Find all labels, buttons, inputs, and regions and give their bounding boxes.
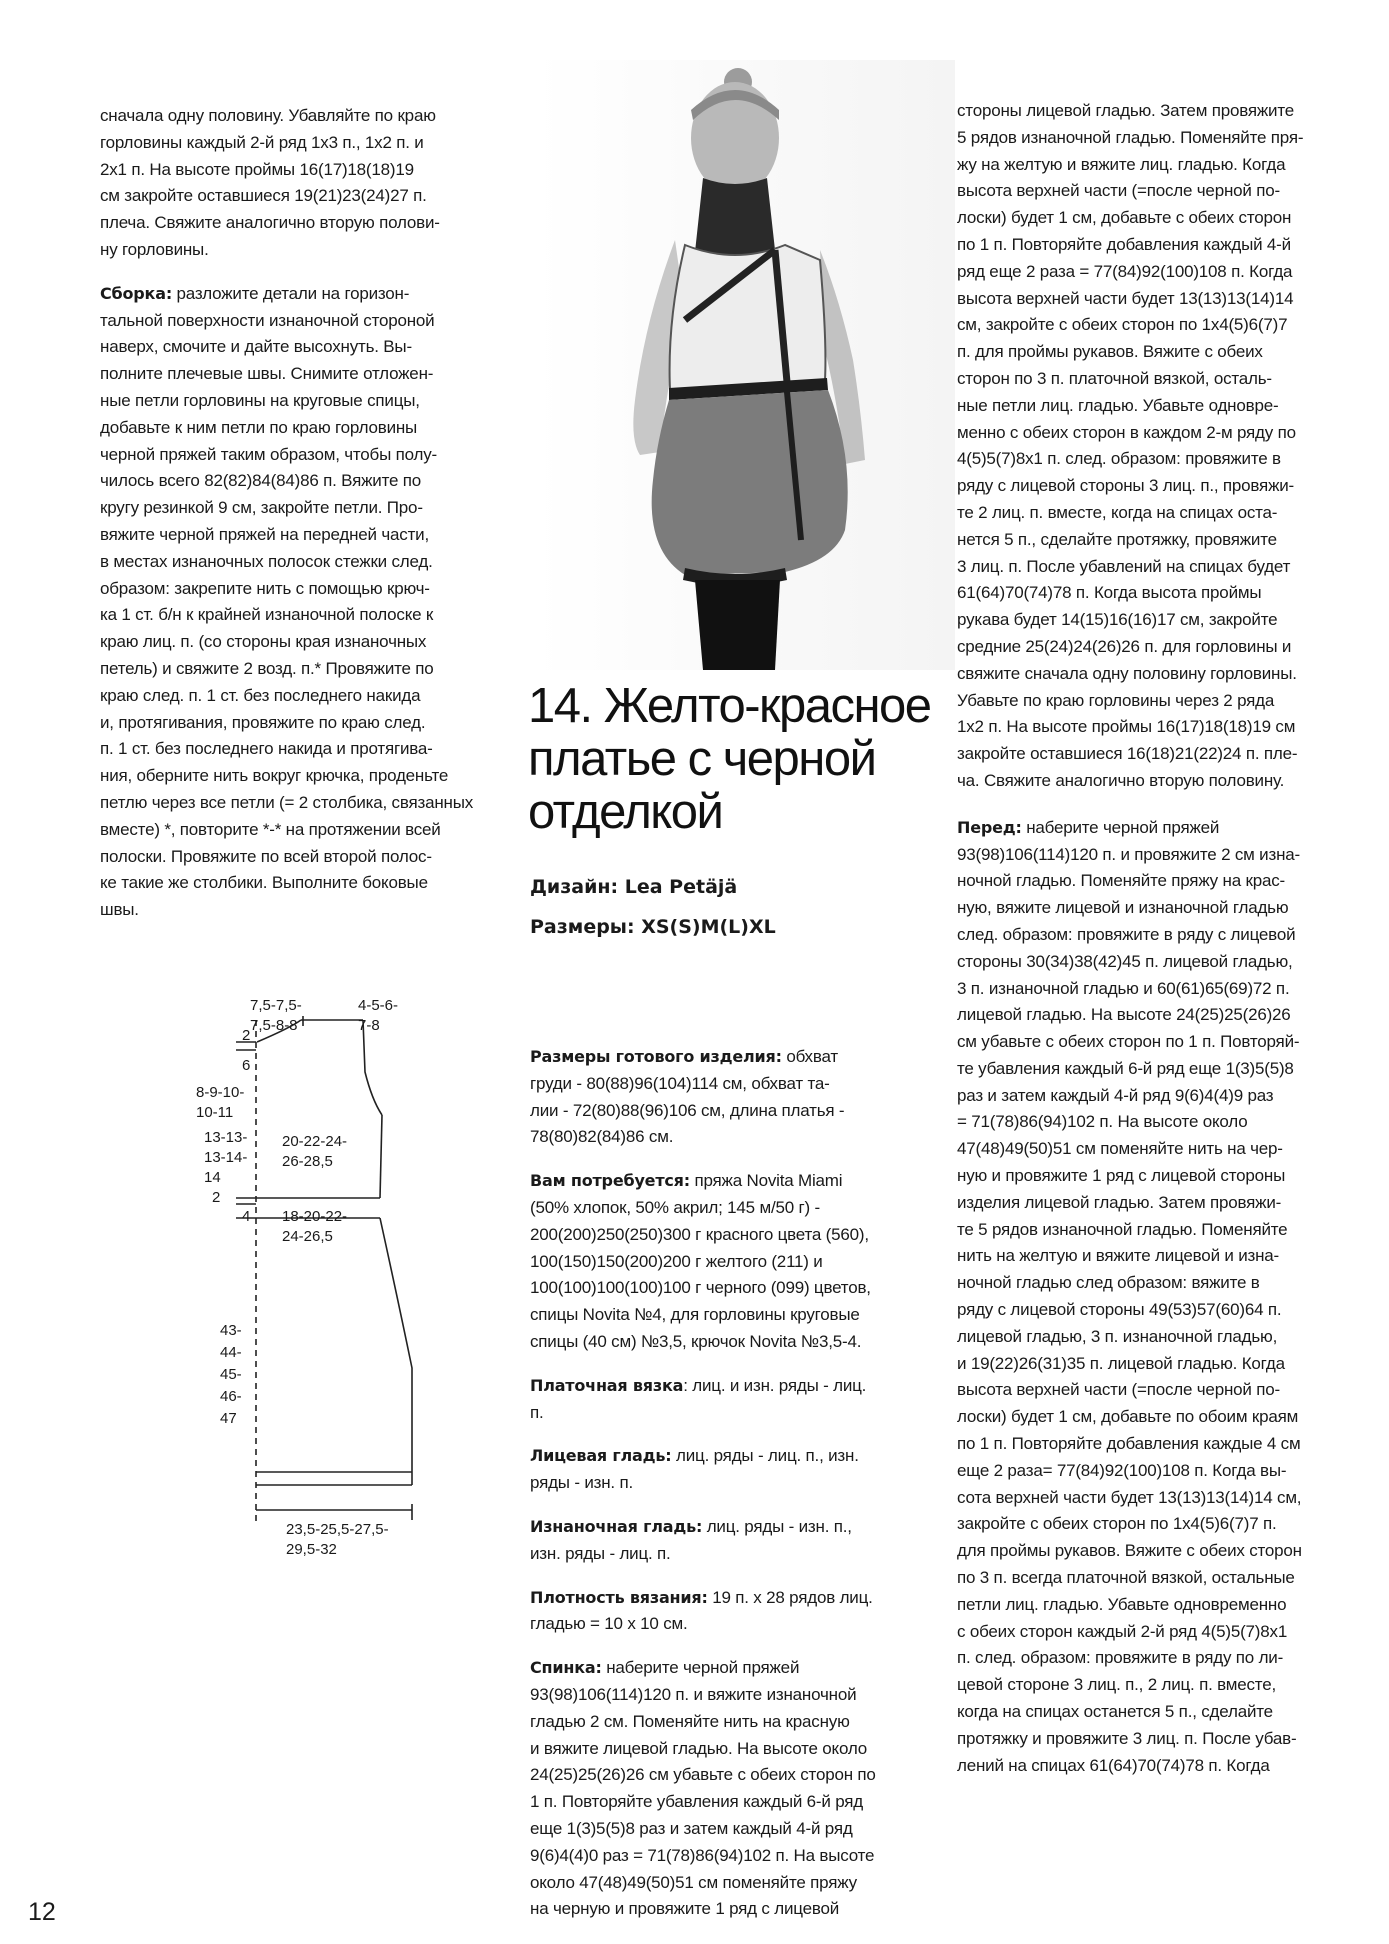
- label-neck-width: 7,5-7,5- 7,5-8-8: [250, 997, 302, 1034]
- label-band-bottom: 4: [242, 1208, 251, 1225]
- schematic-drawing: [190, 980, 460, 1550]
- assembly-heading: Сборка:: [100, 283, 173, 303]
- label-shoulder-width: 4-5-6- 7-8: [358, 997, 399, 1034]
- label-band-top: 2: [212, 1189, 221, 1206]
- label-armhole-height: 13-13- 13-14- 14: [204, 1129, 248, 1186]
- label-hem-width: 23,5-25,5-27,5- 29,5-32: [286, 1521, 389, 1558]
- page-number: 12: [28, 1898, 56, 1926]
- paragraph-finished-size: Размеры готового изделия: обхват груди - 80(88)96(104)114 см, обхват та- лии - 72(80)88(96)106 см, длина платья - 78(80)82(84)86 см.: [530, 1047, 845, 1147]
- designer-line: Дизайн: Lea Petäjä: [530, 876, 738, 898]
- paragraph-front: Перед: наберите черной пряжей 93(98)106(114)120 п. и провяжите 2 см изна- ночной гладью. Поменяйте пряжу на крас- ную, вяжите лицевой и изнаночной гладью след. образом: провяжите в ряду с лицевой стороны 30(34)38(42)45 п. лицевой гладью, 3 п. изнаночной гладью и 60(61)65(69)72 п. лицевой гладью. На высоте 24(25)25(26)26 см убавьте с обеих сторон по 1 п. Повторяй- те убавления каждый 6-й ряд еще 1(3)5(5)8 раз и затем каждый 4-й ряд 9(6)4(4)9 раз = 71(78)86(94)102 п. На высоте около 47(48)49(50)51 см поменяйте нить на чер- ную и провяжите 1 ряд с лицевой стороны изделия лицевой гладью. Затем провяжи- те 5 рядов изнаночной гладью. Поменяйте нить на желтую и вяжите лицевой и изна- ночной гладью след образом: вяжите в ряду с лицевой стороны 49(53)57(60)64 п. лицевой гладью, 3 п. изнаночной гладью, и 19(22)26(31)35 п. лицевой гладью. Когда высота верхней части (=после черной по- лоски) будет 1 см, добавьте по обоим краям по 1 п. Повторяйте добавления каждые 4 см еще 2 раза= 77(84)92(100)108 п. Когда вы- сота верхней части будет 13(13)13(14)14 см, закройте с обеих сторон по 1х4(5)6(7)7 п. для проймы рукавов. Вяжите с обеих сторон по 3 п. всегда платочной вязкой, остальные петли лиц. гладью. Убавьте одновременно с обеих сторон каждый 2-й ряд 4(5)5(7)8х1 п. след. образом: провяжите в ряду по ли- цевой стороне 3 лиц. п., 2 лиц. п. вместе, когда на спицах останется 5 п., сделайте протяжку и провяжите 3 лиц. п. После убав- лений на спицах 61(64)70(74)78 п. Когда: [957, 817, 1302, 1775]
- paragraph-assembly: Сборка: разложите детали на горизон- тальной поверхности изнаночной стороной наверх, смочите и дайте высохнуть. Вы- полните плечевые швы. Снимите отложен- ные петли горловины на круговые спицы, добавьте к ним петли по краю горловины черной пряжей таким образом, чтобы полу- чилось всего 82(82)84(84)86 п. Вяжите по кругу резинкой 9 см, закройте петли. Про- вяжите черной пряжей на передней части, в местах изнаночных полосок стежки след. образом: закрепите нить с помощью крюч- ка 1 ст. б/н к крайней изнаночной полоске к краю лиц. п. (со стороны края изнаночных петель) и свяжите 2 возд. п.* Провяжите по краю след. п. 1 ст. без последнего накида и, протягивания, провяжите по краю след. п. 1 ст. без последнего накида и протягива- ния, оберните нить вокруг крючка, проденьте петлю через все петли (= 2 столбика, связанных вместе) *, повторите *-* на протяжении всей полоски. Провяжите по всей второй полоc- ке такие же столбики. Выполните боковые швы.: [100, 283, 474, 920]
- sizes-line: Размеры: XS(S)M(L)XL: [530, 916, 776, 938]
- model-photo: [535, 60, 955, 670]
- paragraph-reverse-stockinette: Изнаночная гладь: лиц. ряды - изн. п., изн. ряды - лиц. п.: [530, 1516, 852, 1563]
- paragraph-back: Спинка: наберите черной пряжей 93(98)106(114)120 п. и вяжите изнаночной гладью 2 см. Поменяйте нить на красную и вяжите лицевой гладью. На высоте около 24(25)25(26)26 см убавьте с обеих сторон по 1 п. Повторяйте убавления каждый 6-й ряд еще 1(3)5(5)8 раз и затем каждый 4-й ряд 9(6)4(4)0 раз = 71(78)86(94)102 п. На высоте около 47(48)49(50)51 см поменяйте пряжу на черную и провяжите 1 ряд с лицевой: [530, 1658, 876, 1919]
- label-chest-width: 20-22-24- 26-28,5: [282, 1133, 348, 1170]
- label-neck-depth-front: 6: [242, 1057, 251, 1074]
- paragraph-stockinette: Лицевая гладь: лиц. ряды - лиц. п., изн. ряды - изн. п.: [530, 1446, 859, 1493]
- paragraph-gauge: Плотность вязания: 19 п. х 28 рядов лиц. гладью = 10 х 10 см.: [530, 1587, 873, 1634]
- paragraph-garter-stitch: Платочная вязка: лиц. и изн. ряды - лиц. п.: [530, 1375, 867, 1422]
- pattern-title: 14. Желто-красное платье с черной отделкой: [528, 679, 931, 839]
- paragraph-neck-finish: сначала одну половину. Убавляйте по краю горловины каждый 2-й ряд 1х3 п., 1х2 п. и 2х1 п. На высоте проймы 16(17)18(18)19 см закройте оставшиеся 19(21)23(24)27 п. плеча. Свяжите аналогично вторую полови- ну горловины.: [100, 106, 440, 259]
- turtleneck: [695, 178, 775, 258]
- text-column-middle: [530, 1044, 950, 1940]
- text-column-right: [957, 98, 1367, 1799]
- skirt: [652, 390, 848, 575]
- label-shoulder-drop: 8-9-10- 10-11: [196, 1084, 245, 1121]
- text-column-left: [100, 103, 510, 941]
- label-skirt-length: 43- 44- 45- 46- 47: [220, 1322, 242, 1427]
- label-neck-depth-back: 2: [242, 1027, 251, 1044]
- paragraph-back-continued: стороны лицевой гладью. Затем провяжите 5 рядов изнаночной гладью. Поменяйте пря- жу на желтую и вяжите лиц. гладью. Когда высота верхней части (=после черной по- лоски) будет 1 см, добавьте с обеих сторон по 1 п. Повторяйте добавления каждый 4-й ряд еще 2 раза = 77(84)92(100)108 п. Когда высота верхней части будет 13(13)13(14)14 см, закройте с обеих сторон по 1х4(5)6(7)7 п. для проймы рукавов. Вяжите с обеих сторон по 3 п. платочной вязкой, осталь- ные петли лиц. гладью. Убавьте одновре- менно с обеих сторон в каждом 2-м ряду по 4(5)5(7)8х1 п. след. образом: провяжите в ряду с лицевой стороны 3 лиц. п., провяжи- те 2 лиц. п. вместе, когда на спицах оста- нется 5 п., сделайте протяжку, провяжите 3 лиц. п. После убавлений на спицах будет 61(64)70(74)78 п. Когда высота проймы рукава будет 14(15)16(16)17 см, закройте средние 25(24)24(26)26 п. для горловины и свяжите сначала одну половину горловины. Убавьте по краю горловины через 2 ряда 1х2 п. На высоте проймы 16(17)18(18)19 см закройте оставшиеся 16(18)21(22)24 п. пле- ча. Свяжите аналогично вторую половину.: [957, 101, 1304, 790]
- paragraph-materials: Вам потребуется: пряжа Novita Miami (50% хлопок, 50% акрил; 145 м/50 г) - 200(200)250(250)300 г красного цвета (560), 100(150)150(200)200 г желтого (211) и 100(100)100(100)100 г черного (099) цветов, спицы Novita №4, для горловины круговые спицы (40 см) №3,5, крючок Novita №3,5-4.: [530, 1171, 871, 1351]
- dress-schematic: [190, 980, 460, 1558]
- label-waist-width: 18-20-22- 24-26,5: [282, 1208, 348, 1245]
- legs: [695, 580, 780, 670]
